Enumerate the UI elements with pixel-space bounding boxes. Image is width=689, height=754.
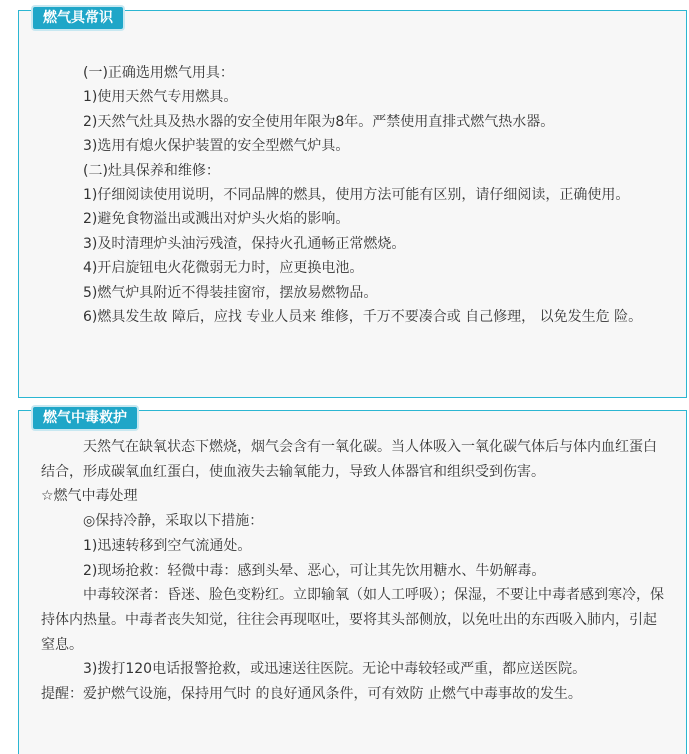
paragraph: 1)迅速转移到空气流通处。: [83, 537, 252, 554]
paragraph: 1)使用天然气专用燃具。: [83, 89, 238, 106]
paragraph: 4)开启旋钮电火花微弱无力时，应更换电池。: [83, 260, 364, 277]
paragraph: 5)燃气炉具附近不得装挂窗帘，摆放易燃物品。: [83, 284, 378, 301]
section-content: [41, 435, 664, 707]
paragraph: 3)及时清理炉头油污残渣，保持火孔通畅正常燃烧。: [83, 235, 406, 252]
paragraph: 3)拨打120电话报警抢救，或迅速送往医院。无论中毒较轻或严重，都应送医院。: [83, 661, 587, 678]
section-title: 燃气中毒救护: [33, 407, 137, 429]
gas-appliance-section: [18, 10, 687, 398]
paragraph: 6)燃具发生故 障后，应找 专业人员来 维修，千万不要凑合或 自己修理， 以免发生危 险。: [83, 309, 643, 326]
paragraph: ◎保持冷静，采取以下措施：: [83, 513, 264, 530]
paragraph: 2)天然气灶具及热水器的安全使用年限为8年。严禁使用直排式燃气热水器。: [83, 113, 555, 130]
gas-poisoning-rescue-section: [18, 410, 687, 754]
section-title: 燃气具常识: [33, 7, 123, 29]
paragraph: 2)避免食物溢出或溅出对炉头火焰的影响。: [83, 211, 350, 228]
paragraph: (二)灶具保养和维修：: [83, 162, 220, 179]
paragraph: 1)仔细阅读使用说明，不同品牌的燃具，使用方法可能有区别，请仔细阅读，正确使用。: [83, 187, 630, 204]
paragraph: (一)正确选用燃气用具：: [83, 65, 234, 81]
reminder-paragraph: 提醒：爱护燃气设施，保持用气时 的良好通风条件，可有效防 止燃气中毒事故的发生。: [41, 686, 582, 703]
paragraph: 中毒较深者：昏迷、脸色变粉红。立即输氧（如人工呼吸）；保湿，不要让中毒者感到寒冷，保持体内热量。中毒者丧失知觉，往往会再现呕吐，要将其头部侧放，以免吐出的东西吸入肺内，引起窒息。: [41, 587, 664, 653]
paragraph: 2)现场抢救：轻微中毒：感到头晕、恶心，可让其先饮用糖水、牛奶解毒。: [83, 562, 546, 579]
section-content: [41, 61, 664, 329]
intro-paragraph: 天然气在缺氧状态下燃烧，烟气会含有一氧化碳。当人体吸入一氧化碳气体后与体内血红蛋白结合，形成碳氧血红蛋白，使血液失去输氧能力，导致人体器官和组织受到伤害。: [41, 439, 657, 480]
paragraph: 3)选用有熄火保护装置的安全型燃气炉具。: [83, 138, 350, 155]
subheading: ☆燃气中毒处理: [41, 488, 138, 505]
